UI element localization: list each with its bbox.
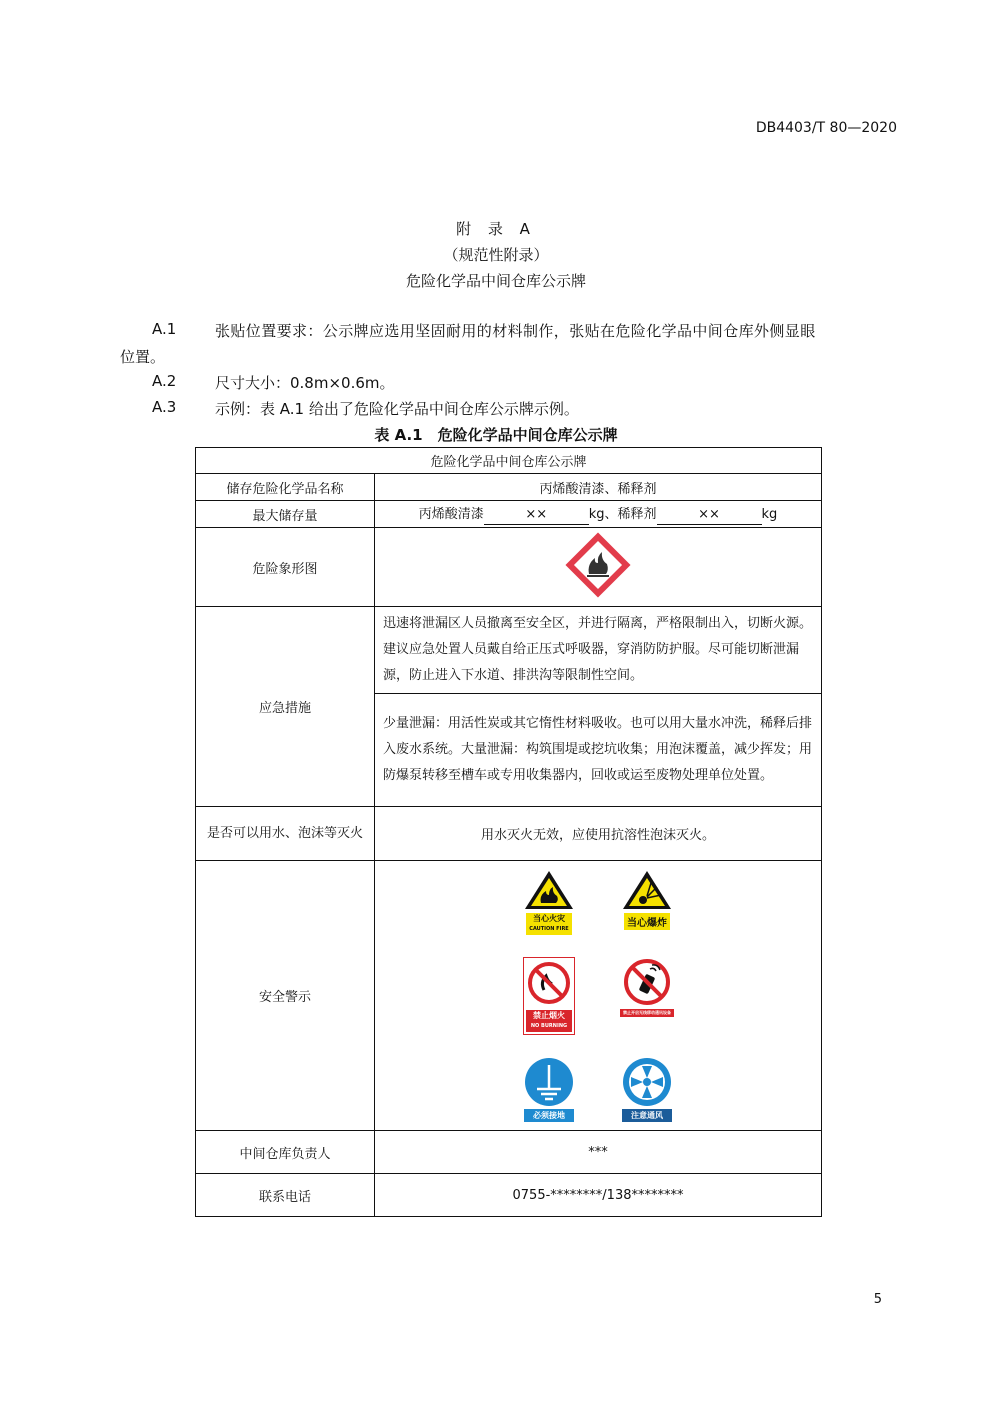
sign-caption-en: CAUTION FIRE — [529, 926, 569, 932]
caution-explosion-sign — [599, 869, 695, 935]
para-num: A.2 — [152, 372, 177, 390]
unit: kg — [761, 507, 778, 522]
caution-explosion-icon — [621, 869, 673, 911]
flammable-pictogram-icon — [565, 532, 631, 598]
no-burning-icon — [526, 960, 572, 1006]
row-label: 危险象形图 — [196, 528, 375, 607]
pictogram-cell — [375, 528, 822, 607]
must-ground-icon — [524, 1057, 574, 1107]
sign-caption: 必须接地 — [524, 1109, 574, 1122]
contact-phone: 0755-********/138******** — [375, 1174, 822, 1217]
appendix-subtitle: （规范性附录） — [443, 246, 549, 264]
para-text-cont: 位置。 — [120, 348, 166, 366]
caution-fire-icon — [523, 869, 575, 911]
table-title: 危险化学品中间仓库公示牌 — [196, 448, 822, 474]
ventilation-icon — [622, 1057, 672, 1107]
unit: kg、 — [588, 507, 618, 522]
sign-caption: 禁止开启无线移动通讯设备 — [620, 1009, 674, 1017]
page-number: 5 — [873, 1292, 882, 1307]
row-label: 联系电话 — [196, 1174, 375, 1217]
row-label: 最大储存量 — [196, 501, 375, 528]
row-label: 中间仓库负责人 — [196, 1131, 375, 1174]
max-storage — [375, 501, 822, 528]
standard-code: DB4403/T 80—2020 — [755, 120, 897, 136]
notice-board-table — [195, 447, 822, 1217]
safety-signs-cell — [375, 861, 822, 1131]
row-label: 是否可以用水、泡沫等灭火 — [196, 807, 375, 861]
item: 稀释剂 — [617, 507, 657, 522]
sign-caption: 注意通风 — [622, 1109, 672, 1122]
para-text: 尺寸大小：0.8m×0.6m。 — [215, 374, 395, 392]
para-text: 示例：表 A.1 给出了危险化学品中间仓库公示牌示例。 — [215, 400, 579, 418]
appendix-heading: 危险化学品中间仓库公示牌 — [405, 272, 586, 290]
item: 丙烯酸清漆 — [418, 507, 484, 522]
para-num: A.3 — [152, 398, 177, 416]
no-mobile-phone-sign — [599, 957, 695, 1035]
must-ground-sign — [501, 1057, 597, 1122]
caution-fire-sign — [501, 869, 597, 935]
row-label: 应急措施 — [196, 607, 375, 807]
fire-extinguishing: 用水灭火无效，应使用抗溶性泡沫灭火。 — [375, 807, 822, 861]
appendix-title: 附 录 A — [456, 220, 536, 238]
sign-caption: 禁止烟火 — [533, 1011, 565, 1020]
emergency-measures-1: 迅速将泄漏区人员撤离至安全区，并进行隔离，严格限制出入，切断火源。建议应急处置人员戴自给正压式呼吸器，穿消防防护服。尽可能切断泄漏源，防止进入下水道、排洪沟等限制性空间。 — [375, 607, 822, 694]
qty: ×× — [657, 506, 762, 525]
row-label: 安全警示 — [196, 861, 375, 1131]
emergency-measures-2: 少量泄漏：用活性炭或其它惰性材料吸收。也可以用大量水冲洗，稀释后排入废水系统。大量泄漏：构筑围堤或挖坑收集；用泡沫覆盖，减少挥发；用防爆泵转移至槽车或专用收集器内，回收或运至废物处理单位处置。 — [375, 694, 822, 807]
qty: ×× — [484, 506, 589, 525]
table-caption: 表 A.1 危险化学品中间仓库公示牌 — [374, 426, 618, 444]
sign-caption: 当心爆炸 — [624, 913, 670, 930]
manager-name: *** — [375, 1131, 822, 1174]
para-num: A.1 — [152, 320, 177, 338]
sign-caption-en: NO BURNING — [530, 1023, 568, 1029]
chemical-name: 丙烯酸清漆、稀释剂 — [375, 474, 822, 501]
no-burning-sign — [501, 957, 597, 1035]
ventilation-sign — [599, 1057, 695, 1122]
sign-caption: 当心火灾 — [533, 914, 565, 923]
para-text: 张贴位置要求：公示牌应选用坚固耐用的材料制作，张贴在危险化学品中间仓库外侧显眼 — [215, 322, 816, 340]
row-label: 储存危险化学品名称 — [196, 474, 375, 501]
no-mobile-phone-icon — [622, 957, 672, 1007]
